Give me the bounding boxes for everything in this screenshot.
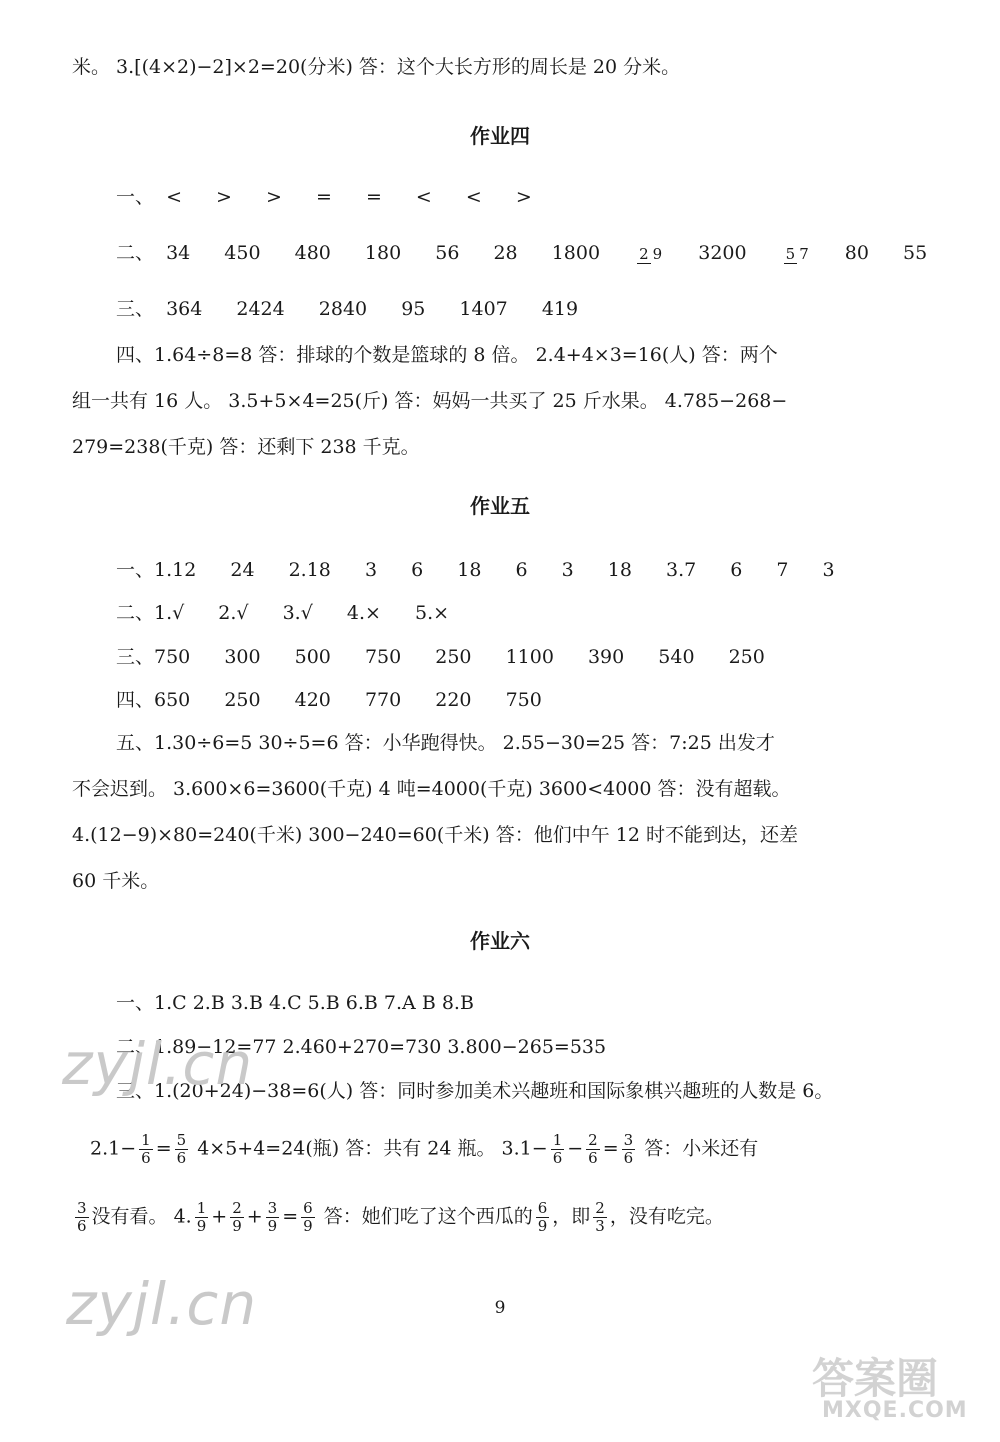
answer-item: 2.√ <box>218 602 249 624</box>
fraction: $\frac{5}{6}$ <box>176 1131 187 1167</box>
section-title-6: 作业六 <box>470 929 530 953</box>
s6-q2: 二、1.89−12=77 2.460+270=730 3.800−265=535 <box>116 1036 607 1058</box>
answer-item: 二、1.√ <box>116 602 185 624</box>
answer-item: 一、1.12 <box>116 559 197 581</box>
watermark-url: MXQE.COM <box>822 1398 968 1423</box>
s4-q3 <box>72 294 928 324</box>
s4-q1 <box>72 182 928 212</box>
answer-item: 18 <box>607 559 632 581</box>
q3-prefix: 三、 <box>116 298 155 320</box>
answer-item: 7 <box>776 559 789 581</box>
answer-item: 24 <box>230 559 255 581</box>
text-run: 没有看。 4. <box>91 1205 192 1228</box>
q1-item: > <box>266 186 282 208</box>
fraction: $\frac{2}{3}$ <box>595 1199 605 1235</box>
q2-item: 3200 <box>698 242 747 264</box>
q2-item: 55 <box>903 242 928 264</box>
answer-item: 540 <box>658 646 695 668</box>
fraction: 5 7 <box>785 244 809 263</box>
text-line: 组一共有 16 人。 3.5+5×4=25(斤) 答：妈妈一共买了 25 斤水果。 4.785−268− <box>72 390 788 412</box>
q3-item: 364 <box>166 298 203 320</box>
s4-q4 <box>72 332 928 470</box>
fraction: $\frac{2}{9}$ <box>232 1199 242 1235</box>
text-run: 4×5+4=24(瓶) 答：共有 24 瓶。 3.1− <box>191 1137 548 1160</box>
fraction: $\frac{2}{6}$ <box>588 1131 598 1167</box>
text-line: 279=238(千克) 答：还剩下 238 千克。 <box>72 436 420 458</box>
q3-item: 419 <box>541 298 579 320</box>
s5-q1 <box>72 555 928 585</box>
answer-item: 3 <box>364 559 378 581</box>
answer-item: 750 <box>364 646 402 668</box>
answer-item: 三、750 <box>116 646 191 668</box>
q1-item: > <box>515 186 532 208</box>
q3-item: 2840 <box>318 298 368 320</box>
text-line: 不会迟到。 3.600×6=3600(千克) 4 吨=4000(千克) 3600<4000 答：没有超载。 <box>72 778 791 800</box>
q3-item: 1407 <box>459 298 508 320</box>
answer-item: 4.× <box>346 602 381 624</box>
answer-item: 250 <box>224 689 261 711</box>
answer-item: 3.7 <box>665 559 697 581</box>
q2-item: 28 <box>493 242 518 264</box>
text-line: 60 千米。 <box>72 870 160 892</box>
q2-item: 80 <box>844 242 869 264</box>
fraction: $\frac{6}{9}$ <box>303 1199 313 1235</box>
text-run: 答：她们吃了这个西瓜的 <box>317 1205 533 1228</box>
answer-item: 四、650 <box>116 689 191 711</box>
s4-q2 <box>72 238 928 268</box>
q2-item: 180 <box>364 242 402 264</box>
answer-item: 300 <box>224 646 261 668</box>
text-run: ，没有吃完。 <box>609 1205 724 1228</box>
q1-item: = <box>315 186 332 208</box>
s5-q3 <box>72 642 928 672</box>
s6-q1: 一、1.C 2.B 3.B 4.C 5.B 6.B 7.A B 8.B <box>116 992 474 1014</box>
fraction: $\frac{1}{6}$ <box>552 1131 563 1167</box>
q1-prefix: 一、 <box>116 186 155 208</box>
text-run: + <box>246 1205 263 1228</box>
section-title-4: 作业四 <box>470 124 530 148</box>
fraction: $\frac{3}{6}$ <box>623 1131 634 1167</box>
text-run: = <box>602 1137 619 1160</box>
answer-item: 6 <box>515 559 528 581</box>
page-number: 9 <box>494 1298 506 1318</box>
s5-q4 <box>72 685 928 715</box>
q2-item: 1800 <box>551 242 601 264</box>
answer-item: 3 <box>561 559 574 581</box>
section-title-5: 作业五 <box>470 494 530 518</box>
answer-item: 5.× <box>415 602 450 624</box>
answer-item: 420 <box>294 689 331 711</box>
answer-item: 770 <box>364 689 402 711</box>
fraction: $\frac{3}{9}$ <box>267 1199 278 1235</box>
fraction: $\frac{1}{9}$ <box>196 1199 207 1235</box>
answer-item: 6 <box>411 559 424 581</box>
text-line: 五、1.30÷6=5 30÷5=6 答：小华跑得快。 2.55−30=25 答：7:25 出发才 <box>116 732 775 754</box>
q1-item: < <box>415 186 432 208</box>
answer-item: 2.18 <box>288 559 331 581</box>
answer-item: 250 <box>728 646 765 668</box>
q2-item: 56 <box>435 242 460 264</box>
fraction: $\frac{3}{6}$ <box>77 1199 87 1235</box>
s5-q2 <box>72 598 928 628</box>
s6-q3-line1: 三、1.(20+24)−38=6(人) 答：同时参加美术兴趣班和国际象棋兴趣班的人数是 6。 <box>116 1080 834 1102</box>
q1-item: < <box>166 186 182 208</box>
q3-item: 2424 <box>236 298 285 320</box>
fraction: 2 9 <box>639 244 663 263</box>
text-run: = <box>282 1205 299 1228</box>
answer-item: 220 <box>435 689 472 711</box>
q3-item: 95 <box>401 298 426 320</box>
text-line: 4.(12−9)×80=240(千米) 300−240=60(千米) 答：他们中午 12 时不能到达，还差 <box>72 824 798 846</box>
answer-item: 500 <box>294 646 331 668</box>
watermark-logo: zyjl.cn <box>62 1030 254 1098</box>
continued-answer-line: 米。 3.[(4×2)−2]×2=20(分米) 答：这个大长方形的周长是 20 分米。 <box>72 56 681 78</box>
watermark-stamp: 答案圈 <box>812 1354 939 1403</box>
text-run: 答：小米还有 <box>638 1137 759 1160</box>
answer-item: 1100 <box>505 646 554 668</box>
text-run: 2.1− <box>90 1137 137 1160</box>
text-run: = <box>155 1137 172 1160</box>
answer-item: 250 <box>435 646 472 668</box>
text-run: + <box>211 1205 228 1228</box>
q2-item: 480 <box>294 242 331 264</box>
fraction: $\frac{6}{9}$ <box>537 1199 548 1235</box>
answer-item: 3.√ <box>282 602 313 624</box>
s5-q5 <box>72 720 928 904</box>
text-line: 四、1.64÷8=8 答：排球的个数是篮球的 8 倍。 2.4+4×3=16(人) 答：两个 <box>116 344 778 366</box>
q1-item: < <box>465 186 482 208</box>
fraction: $\frac{1}{6}$ <box>141 1131 151 1167</box>
text-run: − <box>567 1137 584 1160</box>
watermark-logo: zyjl.cn <box>66 1270 258 1338</box>
answer-item: 750 <box>505 689 542 711</box>
q2-item: 34 <box>166 242 191 264</box>
q1-item: > <box>216 186 232 208</box>
answer-item: 3 <box>822 559 835 581</box>
answer-item: 18 <box>457 559 482 581</box>
s6-q3-line3 <box>72 1200 928 1235</box>
answer-item: 390 <box>587 646 625 668</box>
s6-q3-line2 <box>90 1132 928 1167</box>
text-run: ，即 <box>552 1205 591 1228</box>
q1-item: = <box>365 186 382 208</box>
q2-item: 450 <box>224 242 261 264</box>
q2-prefix: 二、 <box>116 242 155 264</box>
answer-item: 6 <box>730 559 743 581</box>
